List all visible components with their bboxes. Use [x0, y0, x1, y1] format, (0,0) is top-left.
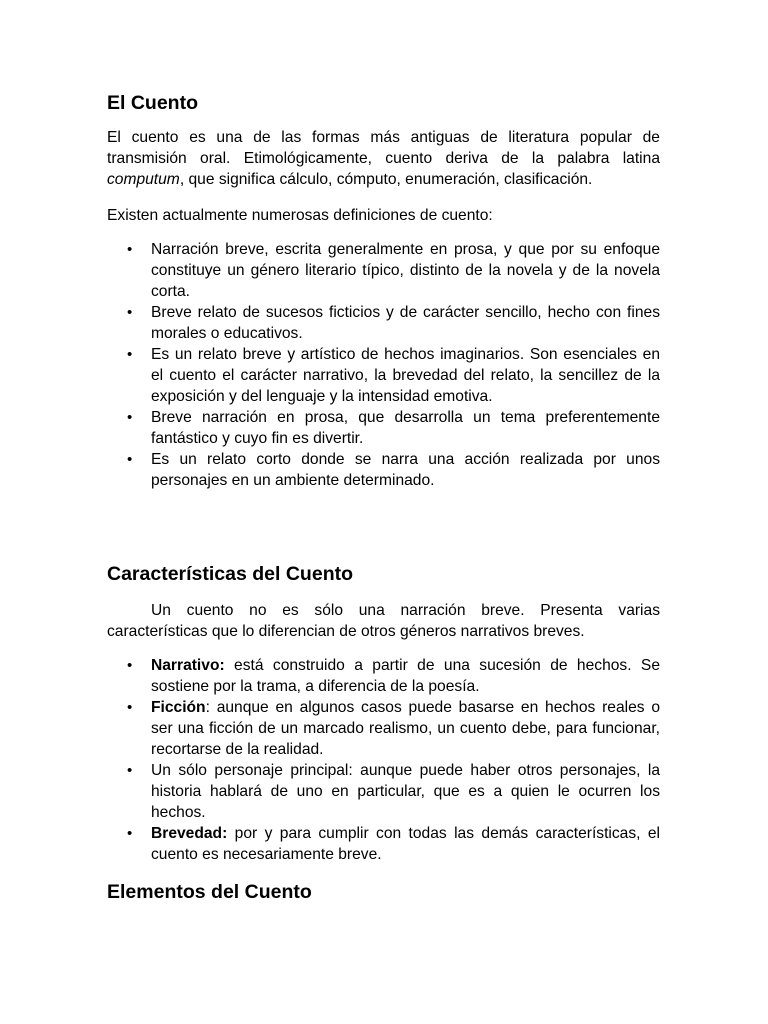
- bullet-icon: •: [127, 304, 133, 321]
- list-item: [107, 655, 660, 697]
- intro-text-italic: computum: [107, 171, 180, 188]
- bullet-icon: •: [127, 241, 133, 258]
- list-item-text: por y para cumplir con todas las demás características, el cuento es necesariamente breve.: [151, 825, 660, 863]
- list-item: [107, 760, 660, 823]
- list-item-text: Breve relato de sucesos ficticios y de carácter sencillo, hecho con fines morales o educativos.: [151, 304, 660, 342]
- list-item-term: Narrativo:: [151, 657, 225, 674]
- list-item-text: Es un relato breve y artístico de hechos imaginarios. Son esenciales en el cuento el carácter narrativo, la brevedad del relato, la sencillez de la exposición y del lenguaje y la intensidad emotiva.: [151, 346, 660, 405]
- list-item: [107, 823, 660, 865]
- list-item: [107, 449, 660, 491]
- list-item-text: Un sólo personaje principal: aunque puede haber otros personajes, la historia hablará de uno en particular, que es a quien le ocurren los hechos.: [151, 762, 660, 821]
- caracteristicas-intro: Un cuento no es sólo una narración breve. Presenta varias características que lo diferencian de otros géneros narrativos breves.: [107, 602, 660, 640]
- list-item-text: está construido a partir de una sucesión de hechos. Se sostiene por la trama, a diferencia de la poesía.: [151, 657, 660, 695]
- caracteristicas-list: [107, 655, 660, 865]
- bullet-icon: •: [127, 409, 133, 426]
- bullet-icon: •: [127, 657, 133, 674]
- heading-el-cuento: El Cuento: [107, 92, 198, 114]
- list-item: [107, 302, 660, 344]
- definitions-intro: Existen actualmente numerosas definiciones de cuento:: [107, 207, 493, 224]
- intro-text-b: , que significa cálculo, cómputo, enumeración, clasificación.: [179, 171, 593, 188]
- intro-text-a: El cuento es una de las formas más antiguas de literatura popular de transmisión oral. Etimológicamente, cuento deriva de la palabra latina: [107, 129, 660, 167]
- list-item: [107, 344, 660, 407]
- list-item-text: Breve narración en prosa, que desarrolla un tema preferentemente fantástico y cuyo fin es divertir.: [151, 409, 660, 447]
- bullet-icon: •: [127, 762, 133, 779]
- heading-caracteristicas: Características del Cuento: [107, 563, 354, 585]
- list-item-text: : aunque en algunos casos puede basarse en hechos reales o ser una ficción de un marcado realismo, un cuento debe, para funcionar, recortarse de la realidad.: [151, 699, 660, 758]
- list-item-text: Narración breve, escrita generalmente en prosa, y que por su enfoque constituye un género literario típico, distinto de la novela y de la novela corta.: [151, 241, 660, 300]
- list-item-term: Ficción: [151, 699, 206, 716]
- list-item: [107, 239, 660, 302]
- bullet-icon: •: [127, 346, 133, 363]
- bullet-icon: •: [127, 699, 133, 716]
- list-item: [107, 407, 660, 449]
- bullet-icon: •: [127, 451, 133, 468]
- list-item-text: Es un relato corto donde se narra una acción realizada por unos personajes en un ambiente determinado.: [151, 451, 660, 489]
- definitions-list: [107, 239, 660, 491]
- list-item-term: Brevedad:: [151, 825, 228, 842]
- heading-elementos: Elementos del Cuento: [107, 881, 312, 903]
- intro-paragraph: [107, 127, 660, 190]
- bullet-icon: •: [127, 825, 133, 842]
- list-item: [107, 697, 660, 760]
